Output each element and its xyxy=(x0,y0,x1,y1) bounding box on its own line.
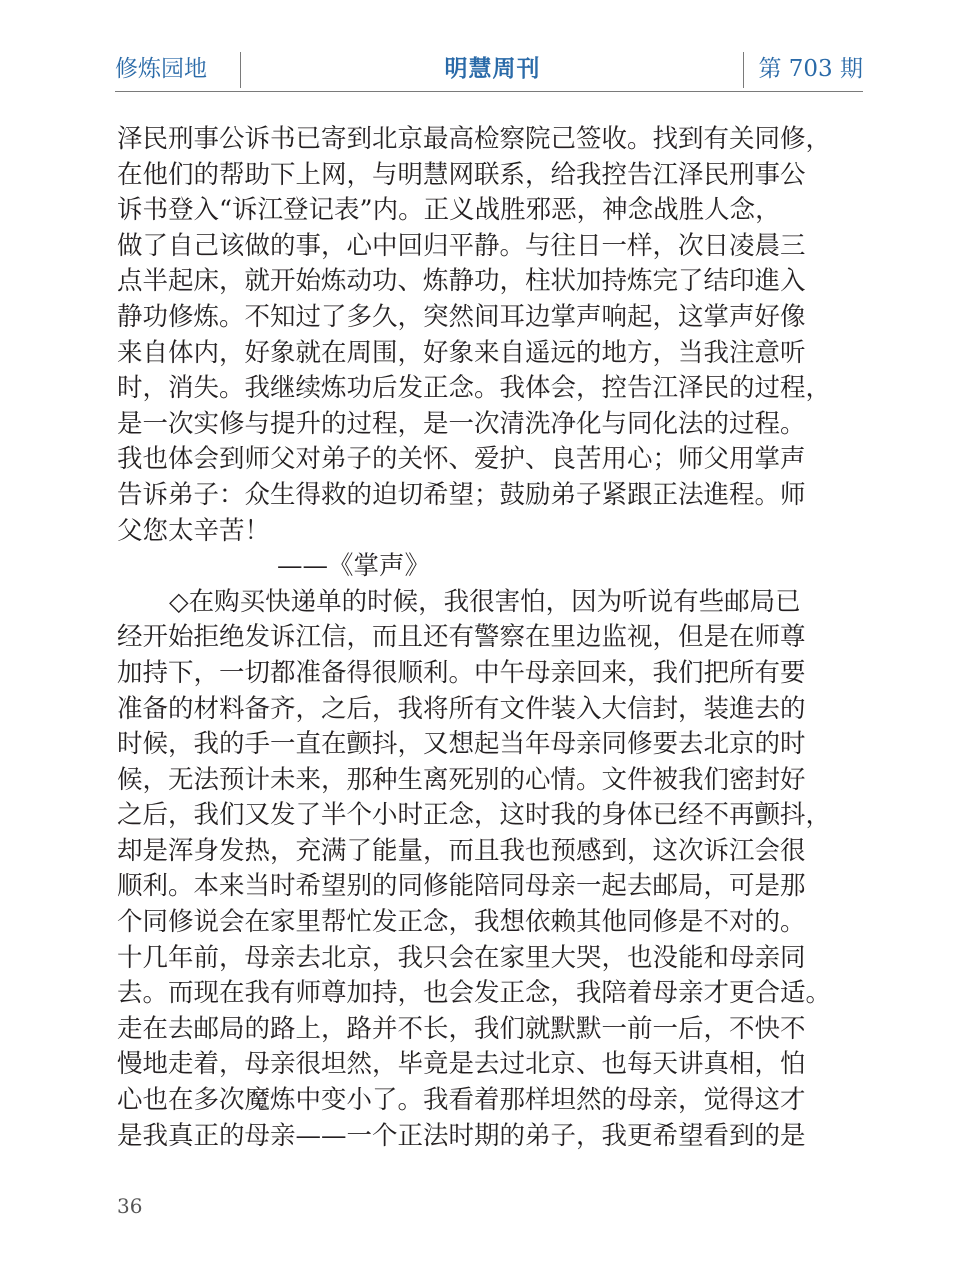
text-line: 去。而现在我有师尊加持，也会发正念，我陪着母亲才更合适。 xyxy=(117,978,832,1009)
text-line: 来自体内，好象就在周围，好象来自遥远的地方，当我注意听 xyxy=(117,337,806,368)
text-line: 个同修说会在家里帮忙发正念，我想依赖其他同修是不对的。 xyxy=(117,907,806,938)
article-body xyxy=(117,122,863,1154)
text-line: 准备的材料备齐，之后，我将所有文件装入大信封，装進去的 xyxy=(117,693,806,724)
text-line: 泽民刑事公诉书已寄到北京最高检察院己签收。找到有关同修， xyxy=(117,124,832,154)
text-line: 慢地走着，母亲很坦然，毕竟是去过北京、也每天讲真相，怕 xyxy=(117,1049,806,1080)
text-line: 十几年前，母亲去北京，我只会在家里大哭，也没能和母亲同 xyxy=(117,942,806,973)
text-line: 走在去邮局的路上，路并不长，我们就默默一前一后，不快不 xyxy=(117,1013,806,1044)
text-line: 父您太辛苦！ xyxy=(117,515,271,546)
publication-title: 明慧周刊 xyxy=(444,55,541,82)
text-line: 做了自己该做的事，心中回归平静。与往日一样，次日凌晨三 xyxy=(117,230,806,261)
page-number: 36 xyxy=(117,1194,143,1218)
text-line: 之后，我们又发了半个小时正念，这时我的身体已经不再颤抖， xyxy=(117,800,832,831)
text-line: 经开始拒绝发诉江信，而且还有警察在里边监视，但是在师尊 xyxy=(117,622,806,653)
text-line: 静功修炼。不知过了多久，突然间耳边掌声响起，这掌声好像 xyxy=(117,301,806,332)
text-line: 我也体会到师父对弟子的关怀、爱护、良苦用心；师父用掌声 xyxy=(117,444,806,475)
text-line: 却是浑身发热，充满了能量，而且我也预感到，这次诉江会很 xyxy=(117,835,806,866)
text-line: 诉书登入“诉江登记表”内。正义战胜邪恶，神念战胜人念， xyxy=(117,195,781,226)
paragraph-first-line: ◇在购买快递单的时候，我很害怕，因为听说有些邮局已 xyxy=(169,586,801,617)
text-line: 顺利。本来当时希望别的同修能陪同母亲一起去邮局，可是那 xyxy=(117,871,806,902)
text-line: 加持下，一切都准备得很顺利。中午母亲回来，我们把所有要 xyxy=(117,657,806,688)
text-line: 时候，我的手一直在颤抖，又想起当年母亲同修要去北京的时 xyxy=(117,729,806,760)
header-divider-right xyxy=(743,52,744,88)
citation: ——《掌声》 xyxy=(277,551,431,582)
text-line: 候，无法预计未来，那种生离死别的心情。文件被我们密封好 xyxy=(117,764,806,795)
text-line: 点半起床，就开始炼动功、炼静功，柱状加持炼完了结印進入 xyxy=(117,266,806,297)
text-line: 是我真正的母亲——一个正法时期的弟子，我更希望看到的是 xyxy=(117,1120,806,1151)
text-line: 告诉弟子：众生得救的迫切希望；鼓励弟子紧跟正法進程。师 xyxy=(117,479,806,510)
issue-number: 第 703 期 xyxy=(758,56,863,82)
text-line: 是一次实修与提升的过程，是一次清洗净化与同化法的过程。 xyxy=(117,408,806,439)
text-line: 在他们的帮助下上网，与明慧网联系，给我控告江泽民刑事公 xyxy=(117,159,806,190)
section-title: 修炼园地 xyxy=(115,56,207,82)
text-line: 时，消失。我继续炼功后发正念。我体会，控告江泽民的过程， xyxy=(117,373,832,404)
page-header xyxy=(115,50,863,92)
header-rule xyxy=(115,91,863,92)
text-line: 心也在多次魔炼中变小了。我看着那样坦然的母亲，觉得这才 xyxy=(117,1085,806,1116)
